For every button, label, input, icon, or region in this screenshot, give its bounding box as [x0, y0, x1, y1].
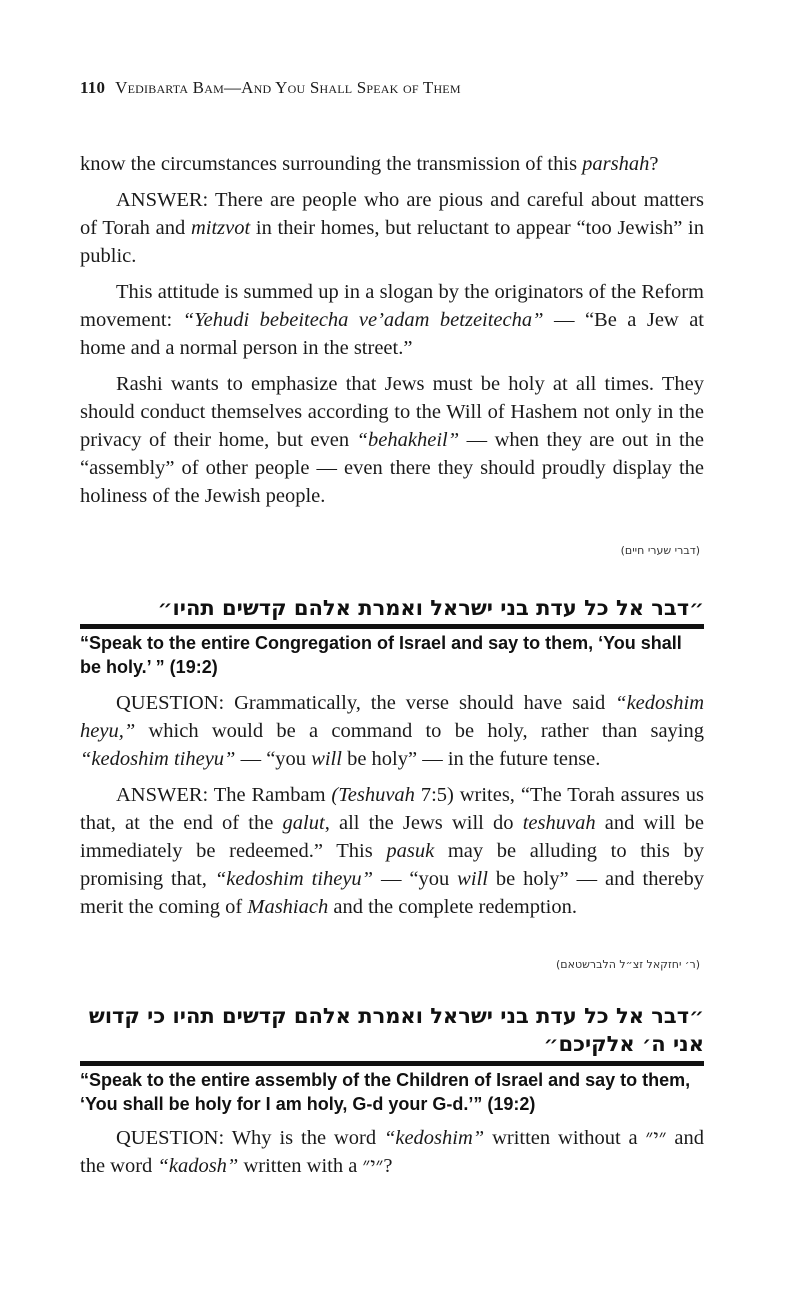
paragraph-question: QUESTION: Grammatically, the verse should have said “kedoshim heyu,” which would be a command to be holy, rather than saying “kedoshim tiheyu” — “you will be holy” — in the future tense.	[80, 692, 704, 770]
page-number: 110	[80, 78, 106, 97]
paragraph-answer: ANSWER: The Rambam (Teshuvah 7:5) writes, “The Torah assures us that, at the end of the galut, all the Jews will do teshuvah and will be immediately be redeemed.” This pasuk may be alluding to this by promising that, “kedoshim tiheyu” — “you will be holy” — and thereby merit the coming of Mashiach and the complete redemption.	[80, 784, 704, 918]
section-3	[80, 1002, 704, 1180]
english-verse-heading: “Speak to the entire assembly of the Children of Israel and say to them, ‘You shall be holy for I am holy, G-d your G-d.’” (19:2)	[80, 1070, 691, 1114]
heading-rule	[80, 624, 704, 629]
paragraph-continuation: know the circumstances surrounding the transmission of this parshah?	[80, 153, 659, 175]
hebrew-verse-heading-line-1: ״דבר אל כל עדת בני ישראל ואמרת אלהם קדשים תהיו כי קדוש	[88, 1004, 704, 1028]
running-head	[80, 78, 461, 98]
hebrew-verse-heading: ״דבר אל כל עדת בני ישראל ואמרת אלהם קדשים תהיו״	[157, 596, 704, 620]
paragraph-answer: ANSWER: There are people who are pious and careful about matters of Torah and mitzvot in their homes, but reluctant to appear “too Jewish” in public.	[80, 189, 705, 267]
source-citation: (ר׳ יחזקאל זצ״ל הלברשטאם)	[556, 958, 700, 971]
section-1	[80, 150, 704, 510]
source-citation: (דברי שערי חיים)	[620, 544, 700, 557]
section-2	[80, 594, 704, 921]
book-title: Vedibarta Bam—And You Shall Speak of Them	[115, 78, 461, 97]
paragraph-slogan: This attitude is summed up in a slogan by the originators of the Reform movement: “Yehudi bebeitecha ve’adam betzeitecha” — “Be a Jew at home and a normal person in the street.”	[80, 281, 704, 359]
paragraph-rashi: Rashi wants to emphasize that Jews must be holy at all times. They should conduct themselves according to the Will of Hashem not only in the privacy of their home, but even “behakheil” — when they are out in the “assembly” of other people — even there they should proudly display the holiness of the Jewish people.	[80, 373, 704, 507]
paragraph-question: QUESTION: Why is the word “kedoshim” written without a ״י״ and the word “kadosh” written with a ״י״?	[80, 1127, 704, 1177]
english-verse-heading: “Speak to the entire Congregation of Israel and say to them, ‘You shall be holy.’ ” (19:2)	[80, 633, 682, 677]
hebrew-verse-heading-line-2: אני ה׳ אלקיכם״	[543, 1032, 704, 1056]
heading-rule	[80, 1061, 704, 1066]
